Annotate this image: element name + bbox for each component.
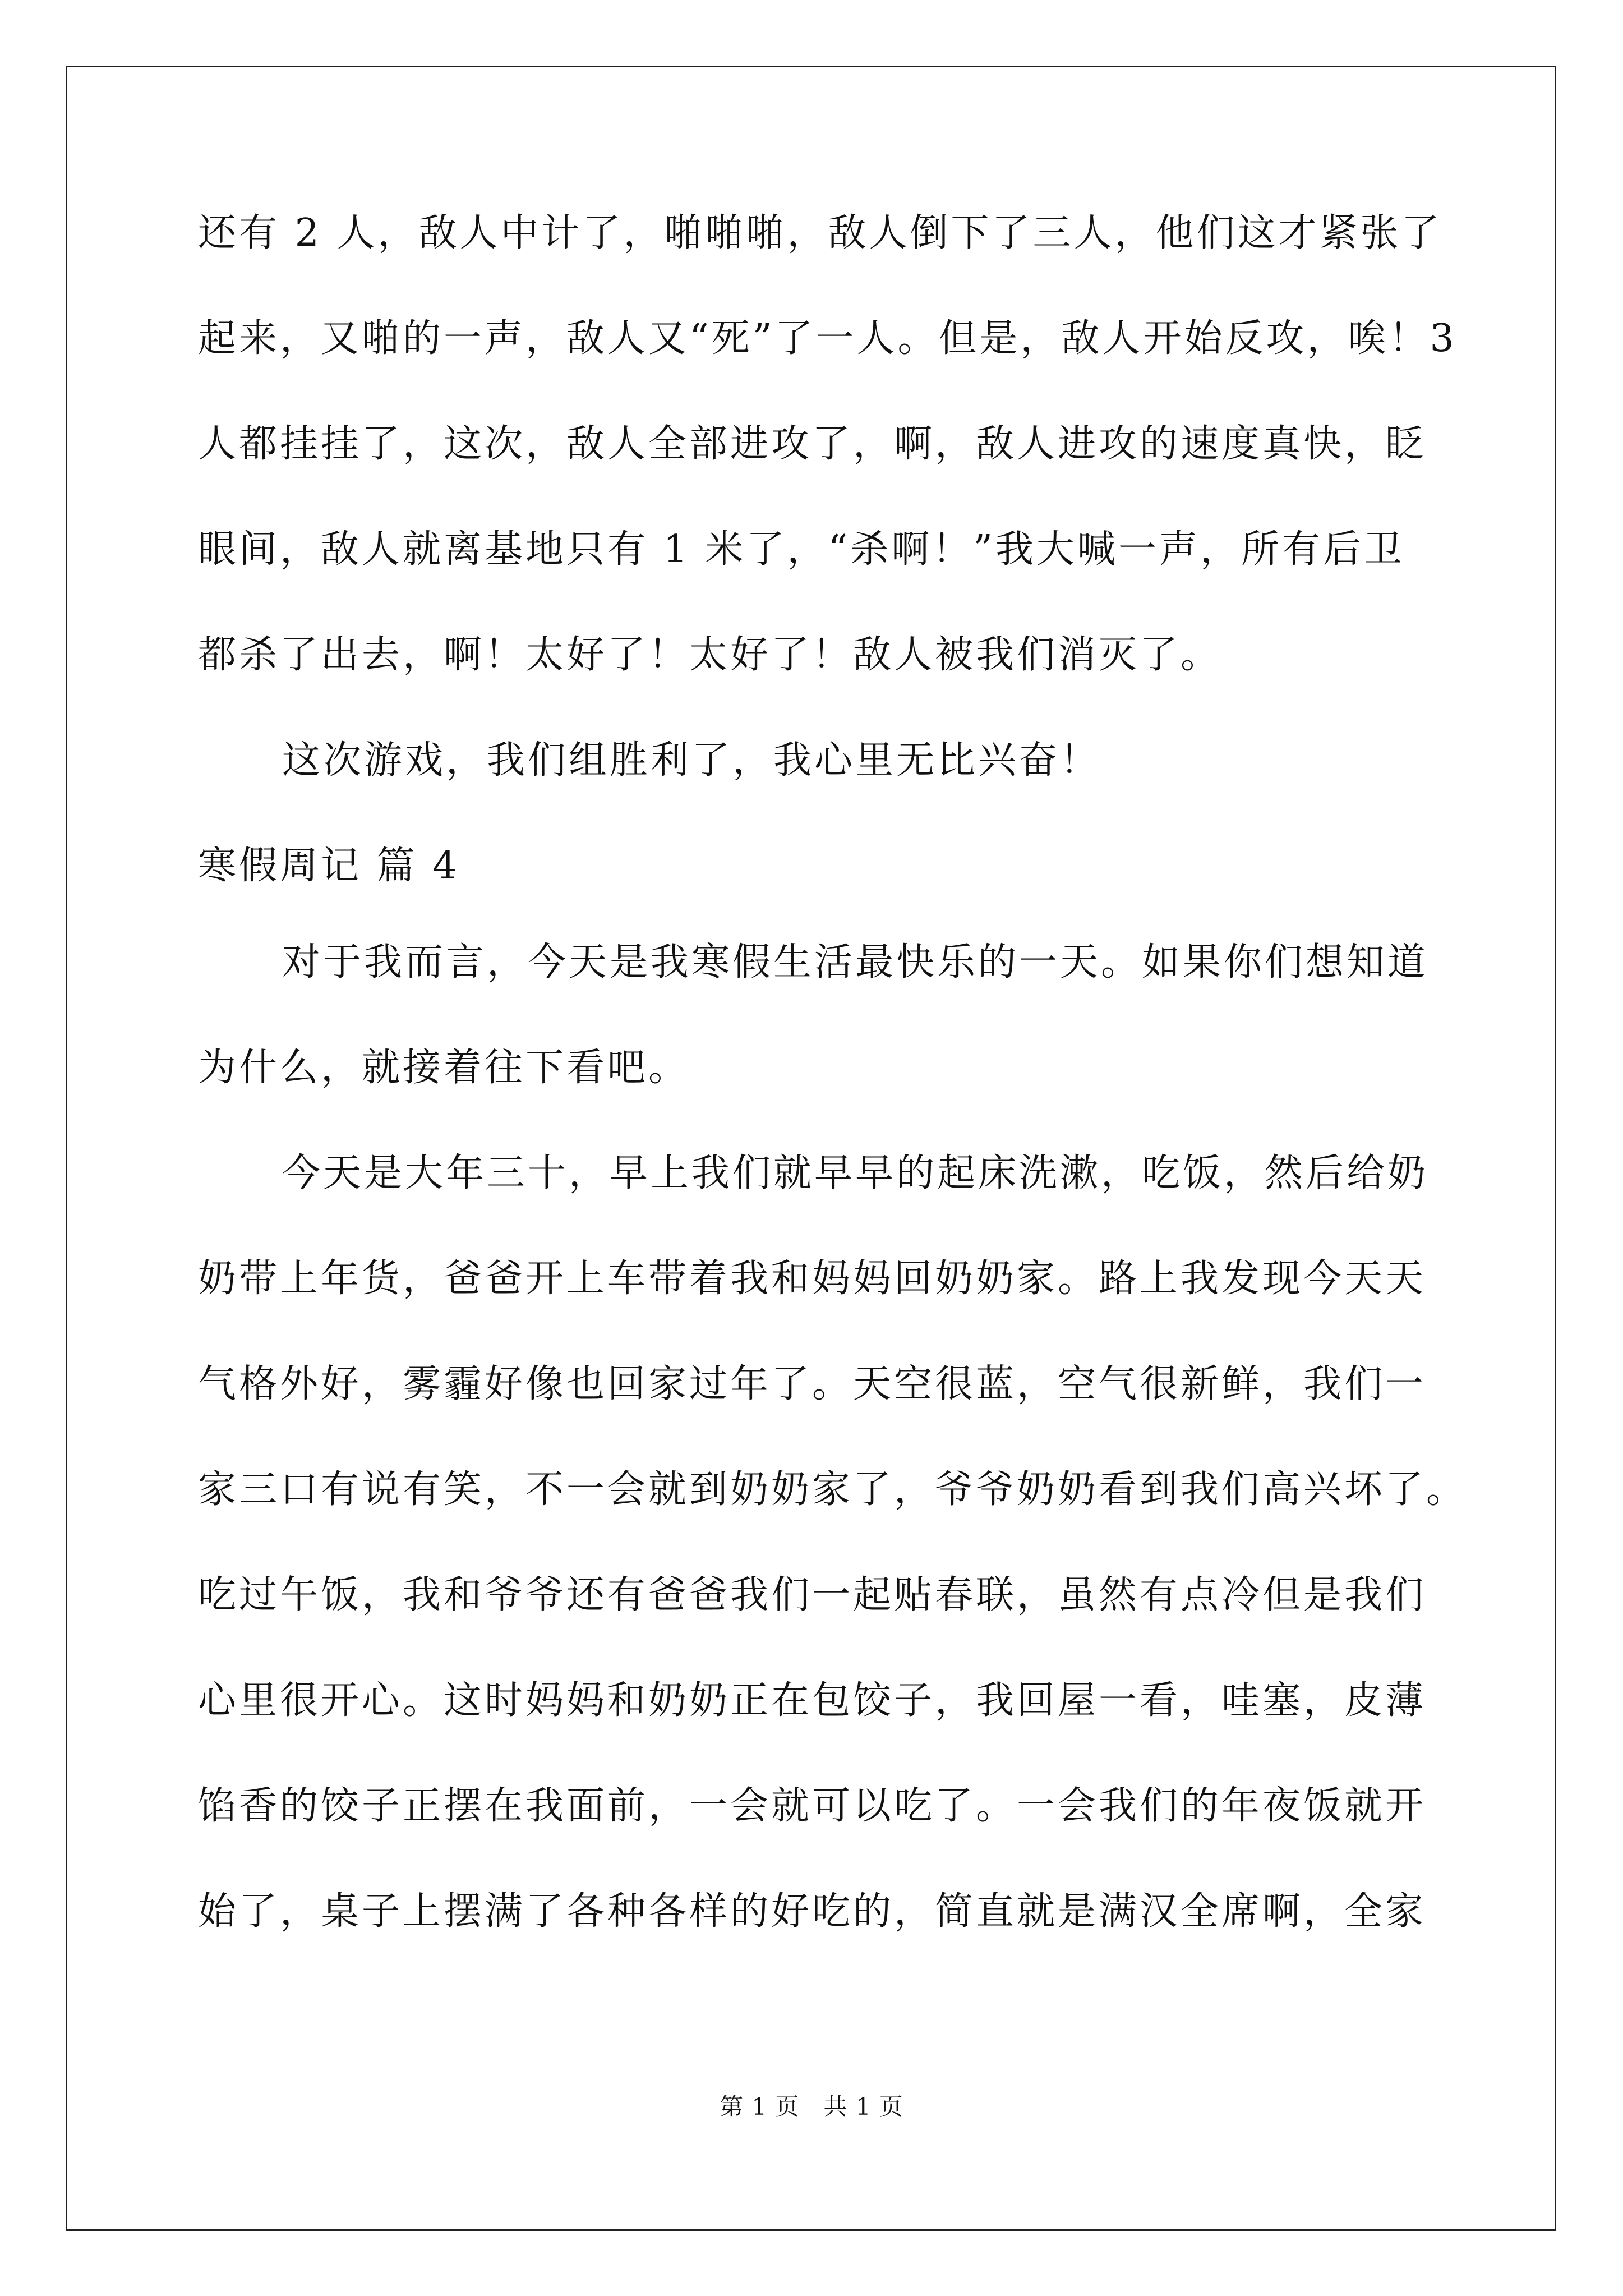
paragraph-2-line: 今天是大年三十，早上我们就早早的起床洗漱，吃饭，然后给奶: [282, 1151, 1429, 1195]
paragraph-1-line: 对于我而言，今天是我寒假生活最快乐的一天。如果你们想知道: [282, 940, 1429, 984]
section-heading: 寒假周记 篇 4: [198, 844, 460, 888]
text-line: 都杀了出去，啊！太好了！太好了！敌人被我们消灭了。: [198, 633, 1222, 677]
paragraph-2-line: 馅香的饺子正摆在我面前，一会就可以吃了。一会我们的年夜饭就开: [198, 1784, 1427, 1828]
paragraph-2-line: 吃过午饭，我和爷爷还有爸爸我们一起贴春联，虽然有点冷但是我们: [198, 1573, 1427, 1617]
paragraph-2-line: 心里很开心。这时妈妈和奶奶正在包饺子，我回屋一看，哇塞，皮薄: [198, 1678, 1427, 1723]
paragraph-2-line: 始了，桌子上摆满了各种各样的好吃的，简直就是满汉全席啊，全家: [198, 1889, 1427, 1934]
page-number-footer: 第 1 页 共 1 页: [720, 2093, 903, 2120]
paragraph-2-line: 气格外好，雾霾好像也回家过年了。天空很蓝，空气很新鲜，我们一: [198, 1362, 1427, 1406]
text-line: 还有 2 人，敌人中计了，啪啪啪，敌人倒下了三人，他们这才紧张了: [198, 211, 1442, 255]
document-body: [198, 208, 1468, 1991]
text-line: 起来，又啪的一声，敌人又“死”了一人。但是，敌人开始反攻，唉！3: [198, 316, 1457, 361]
paragraph-2-line: 家三口有说有笑，不一会就到奶奶家了，爷爷奶奶看到我们高兴坏了。: [198, 1467, 1468, 1512]
text-line: 人都挂挂了，这次，敌人全部进攻了，啊，敌人进攻的速度真快，眨: [198, 422, 1427, 466]
closing-paragraph: 这次游戏，我们组胜利了，我心里无比兴奋！: [282, 738, 1101, 783]
text-line: 眼间，敌人就离基地只有 1 米了，“杀啊！”我大喊一声，所有后卫: [198, 527, 1405, 572]
paragraph-1-line: 为什么，就接着往下看吧。: [198, 1046, 690, 1090]
paragraph-2-line: 奶带上年货，爸爸开上车带着我和妈妈回奶奶家。路上我发现今天天: [198, 1257, 1427, 1301]
